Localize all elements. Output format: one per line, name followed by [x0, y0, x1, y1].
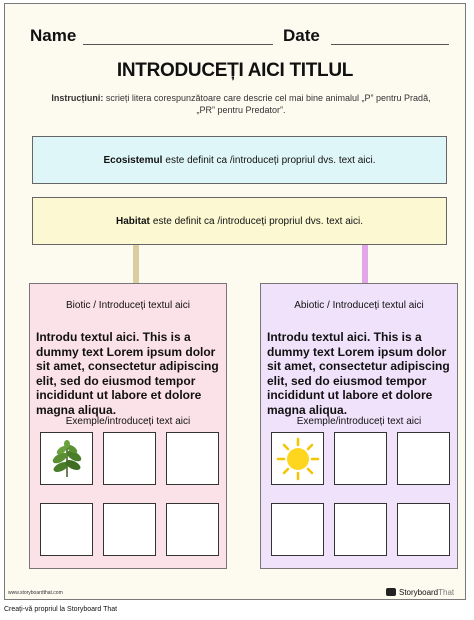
- example-cell[interactable]: [40, 503, 93, 556]
- logo-text: Storyboard: [399, 587, 439, 597]
- biotic-panel: [29, 283, 227, 569]
- name-label: Name: [30, 26, 77, 45]
- example-cell[interactable]: [334, 503, 387, 556]
- abiotic-examples-label: Exemple/introduceți text aici: [296, 416, 422, 427]
- ecosystem-term: Ecosistemul: [103, 154, 163, 166]
- biotic-examples-label: Exemple/introduceți text aici: [65, 416, 191, 427]
- plant-icon: [48, 439, 86, 479]
- example-cell[interactable]: [40, 432, 93, 485]
- abiotic-example-grid: [271, 432, 451, 556]
- storyboard-logo-icon: [386, 588, 396, 596]
- example-cell[interactable]: [166, 503, 219, 556]
- ecosystem-text: este definit ca /introduceți propriul dvs. text aici.: [165, 154, 376, 166]
- worksheet-title: INTRODUCEȚI AICI TITLUL: [116, 60, 354, 81]
- connector-biotic: [133, 245, 139, 283]
- example-cell[interactable]: [271, 503, 324, 556]
- biotic-heading: Biotic / Introduceți textul aici: [66, 300, 190, 311]
- example-cell[interactable]: [103, 432, 156, 485]
- biotic-body: Introdu textul aici. This is a dummy text Lorem ipsum dolor sit amet, consectetur adipiscing elit, sed do eiusmod tempor incididunt ut labore et dolore magna aliqua.: [36, 330, 219, 417]
- abiotic-panel: [260, 283, 458, 569]
- instructions-label: Instrucțiuni:: [51, 93, 104, 103]
- example-cell[interactable]: [271, 432, 324, 485]
- instructions-text: scrieți litera corespunzătoare care descrie cel mai bine animalul „P” pentru Pradă, „PR” pentru Predator”.: [103, 93, 431, 115]
- habitat-text: este definit ca /introduceți propriul dvs. text aici.: [152, 215, 363, 227]
- habitat-box: [32, 197, 447, 245]
- example-cell[interactable]: [397, 432, 450, 485]
- example-cell[interactable]: [334, 432, 387, 485]
- storyboard-logo[interactable]: [386, 586, 454, 598]
- ecosystem-box: [32, 136, 447, 184]
- name-line: [83, 44, 273, 45]
- date-line: [331, 44, 449, 45]
- date-label: Date: [283, 26, 320, 45]
- sun-icon: [276, 437, 320, 481]
- worksheet: [4, 3, 466, 600]
- abiotic-body: Introdu textul aici. This is a dummy text Lorem ipsum dolor sit amet, consectetur adipiscing elit, sed do eiusmod tempor incididunt ut labore et dolore magna aliqua.: [267, 330, 450, 417]
- example-cell[interactable]: [397, 503, 450, 556]
- instructions: [41, 92, 441, 116]
- example-cell[interactable]: [103, 503, 156, 556]
- habitat-term: Habitat: [115, 215, 150, 227]
- connector-abiotic: [362, 245, 368, 283]
- abiotic-heading: Abiotic / Introduceți textul aici: [294, 300, 424, 311]
- biotic-example-grid: [40, 432, 220, 556]
- example-cell[interactable]: [166, 432, 219, 485]
- create-your-own-link[interactable]: Creați-vă propriul la Storyboard That: [4, 606, 118, 613]
- footer-url[interactable]: www.storyboardthat.com: [8, 590, 63, 596]
- logo-text-light: That: [438, 587, 455, 597]
